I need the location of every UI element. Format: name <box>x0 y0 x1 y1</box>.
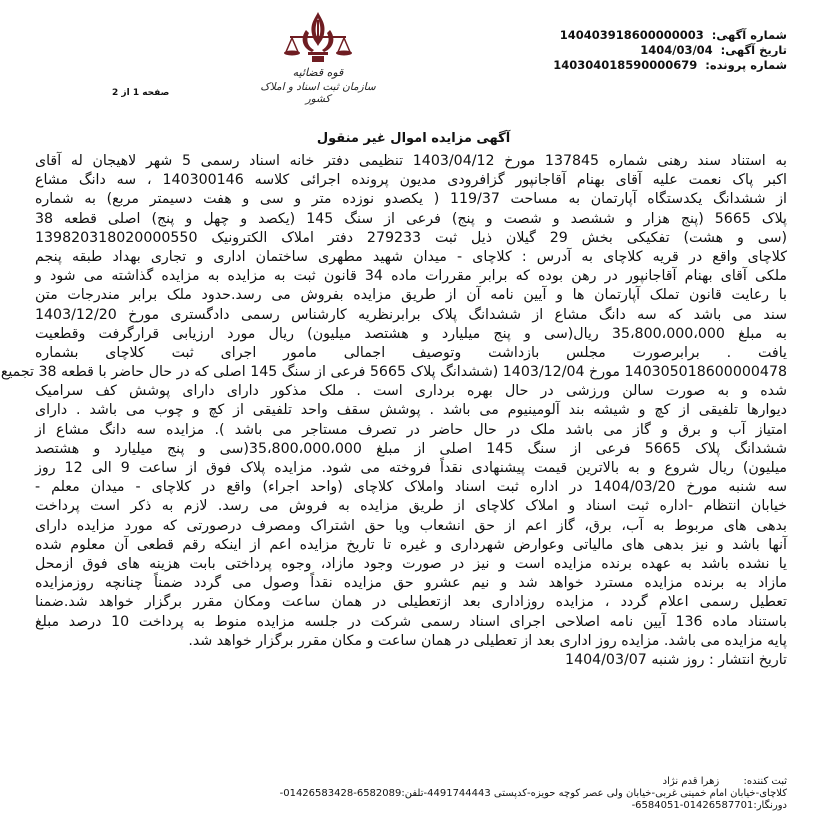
ad-number: 140403918600000003 <box>559 28 704 42</box>
case-number-label: شماره پرونده: <box>705 58 787 72</box>
publication-date: تاریخ انتشار : روز شنبه 1404/03/07 <box>565 651 787 668</box>
ad-date-label: تاریخ آگهی: <box>720 43 787 57</box>
document-title: آگهی مزایده اموال غیر منقول <box>316 131 511 146</box>
body-line: امتیاز آب و برق و گاز می باشد ملک در حال حاضر در تصرف مستاجر می باشد ). مزایده سه دانگ مشاع از <box>35 421 787 438</box>
body-line: پایه مزایده می باشد. مزایده روز اداری بعد از تعطیلی در همان ساعت و مکان مقرر برگزار خواهد شد. <box>188 632 787 649</box>
office-fax: دورنگار:01426587701-6584051- <box>631 800 787 811</box>
recorder-label: ثبت کننده: <box>743 776 787 787</box>
body-line: پلاک 5665 (پنج هزار و ششصد و شصت و پنج) فرعی از سنگ 145 (یکصد و چهل و پنج) اصلی قطعه 38 <box>35 210 788 227</box>
body-line: یافت . برابرصورت مجلس بازداشت وتوصیف اجمالی مامور اجرای ثبت کلاچای بشماره <box>35 344 787 361</box>
body-line: به مبلغ 35،800،000،000 ریال(سی و پنج میلیارد و هشتصد میلیون) ریال مورد ارزیابی قرارگرفت وقطعیت <box>35 325 788 342</box>
ad-date-row <box>553 43 787 58</box>
recorder-row <box>87 776 787 788</box>
judiciary-emblem-icon <box>276 8 360 66</box>
case-number-row <box>553 58 787 73</box>
registry-organization-label: سازمان ثبت اسناد و املاک کشور <box>260 81 376 105</box>
document-body <box>0 152 788 670</box>
body-line: شده و به صورت سالن ورزشی در حال بهره برداری است . ملک مذکور دارای دارای پوشش کف سرامیک <box>35 383 787 400</box>
ad-number-label: شماره آگهی: <box>711 28 787 42</box>
body-line: 140305018600000478 مورخ 1403/12/04 (ششدانگ پلاک 5665 فرعی از سنگ 145 اصلی که در حال حاضر با قطعه 38 تجمیع <box>0 364 787 381</box>
ad-number-row <box>553 28 787 43</box>
document-footer <box>87 776 787 812</box>
judiciary-label: قوه قضائیه <box>292 66 344 79</box>
body-line: با رعایت قانون تملک آپارتمان ها و آیین نامه آن از طریق مزایده بفروش می رسد.حدود ملک برابر مندرجات متن <box>35 287 787 304</box>
body-line: تعطیل رسمی اعلام گردد ، مزایده روزاداری بعد ازتعطیلی در همان ساعت ومکان مقرر برگزار خواهد شد.ضمنا <box>35 594 787 611</box>
body-line: دیوارها تلفیقی از کچ و شیشه بند آلومینیوم می باشد . پوشش سقف واحد تلفیقی از کچ و چوب می باشد . دارای <box>35 402 787 419</box>
case-number: 140304018590000679 <box>553 58 698 72</box>
body-line: کلاچای واقع در قریه کلاچای به آدرس : کلاچای - میدان شهید مطهری ساختمان اداری و تجاری بهداد طبقه پنجم <box>35 248 787 265</box>
body-line: سه شنبه مورخ 1404/03/20 در اداره ثبت اسناد واملاک کلاچای (واحد اجراء) واقع در کلاچای - میدان معلم - <box>35 479 787 496</box>
body-line: میلیون) ریال شروع و به بالاترین قیمت پیشنهادی نقداً فروخته می شود. مزایده پلاک فوق از ساعت 9 الی 12 روز <box>35 460 787 476</box>
recorder-name: زهرا قدم نژاد <box>662 776 720 787</box>
body-line: یا نشده باشد به عهده برنده مزایده است و نیز در صورت وجود مازاد، وجوه پرداختی بابت هزینه های فوق ازمحل <box>35 555 787 572</box>
body-line: از ششدانگ یکدستگاه آپارتمان به مساحت 119/37 ( یکصدو نوزده متر و سی و هفت دسیمتر مربع) به شماره <box>35 191 787 208</box>
body-line: مازاد به برنده مزایده مسترد خواهد شد و نیم عشرو حق مزایده نقداً وصول می گردد ضمناً چنانچه روزمزایده <box>35 575 787 592</box>
body-line: خیابان انتظام -اداره ثبت اسناد و املاک کلاچای از طریق مزایده به فروش می رسد. لازم به ذکر است پرداخت <box>35 498 787 515</box>
body-line: ششدانگ پلاک 5665 فرعی از سنگ 145 اصلی از مبلغ 35،800،000،000(سی و پنج میلیارد و هشتصد <box>35 440 787 457</box>
organization-name <box>258 66 378 105</box>
body-line: ملکی آقای بهنام آقاجانپور در رهن بوده که برابر مقررات ماده 34 قانون ثبت به مزایده به مزایده گذاشته می شود و <box>35 268 787 285</box>
body-line: اکبر پاک نعمت علیه آقای بهنام آقاجانپور گزافرودی مدیون پرونده اجرائی کلاسه 140300146 ، سه دانگ مشاع <box>35 172 787 189</box>
page-number: صفحه 1 از 2 <box>112 88 170 98</box>
ad-date: 1404/03/04 <box>640 43 713 57</box>
body-line: باستناد ماده 136 آیین نامه اصلاحی اجرای اسناد رسمی شرکت در جلسه مزایده منوط به پرداخت 10 درصد مبلغ <box>35 613 787 630</box>
office-address: کلاچای-خیابان امام خمینی غربی-خیابان ولی عصر کوچه حویزه-کدپستی 4491744443-تلفن:6582089-01426583428- <box>279 788 787 799</box>
body-line: بدهی های مربوط به آب، برق، گاز اعم از حق انشعاب ویا حق اشتراک ومصرف درصورتی که مورد مزایده دارای <box>35 517 787 534</box>
body-line: به استناد سند رهنی شماره 137845 مورخ 1403/04/12 تنظیمی دفتر خانه اسناد رسمی 5 شهر لاهیجان له آقای <box>35 153 787 169</box>
body-line: سند می باشد که سه دانگ مشاع از ششدانگ پلاک برابرنظریه کارشناس رسمی دادگستری مورخ 1403/12/20 <box>35 306 787 323</box>
body-line: (سی و هشت) تفکیکی بخش 29 گیلان ذیل ثبت 279233 دفتر املاک الکترونیک 139820318020000550 <box>35 229 787 246</box>
ad-metadata <box>553 28 787 73</box>
body-line: آنها باشد و نیز بدهی های مالیاتی وعوارض شهرداری و غیره تا تاریخ مزایده اعم از اینکه رقم قطعی آن معلوم شده <box>35 536 787 553</box>
